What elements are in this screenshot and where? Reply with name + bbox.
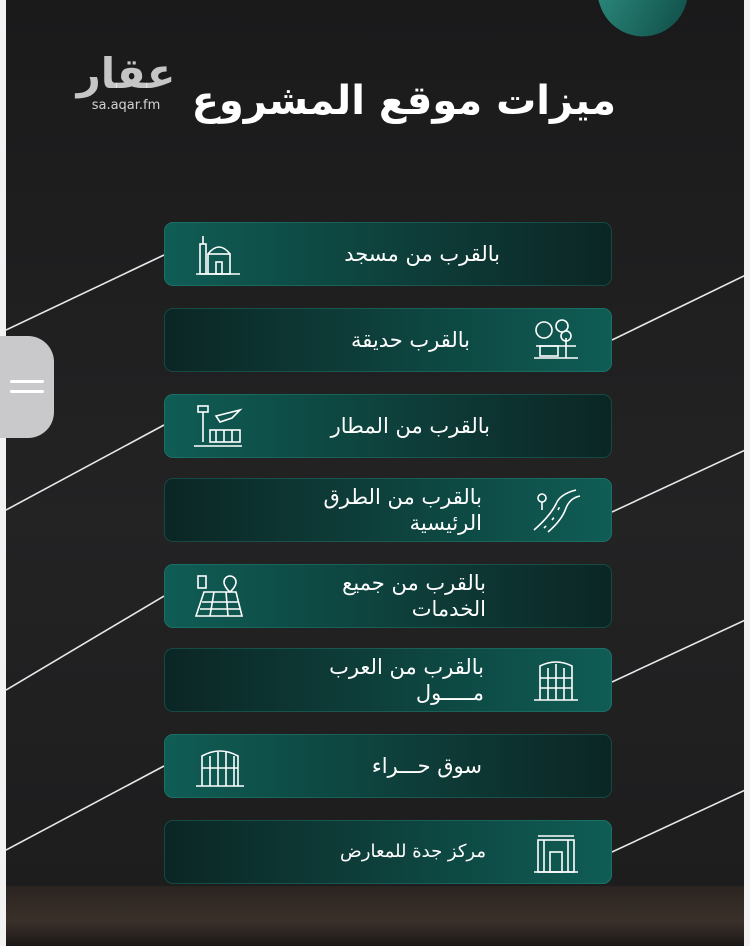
feature-card-market — [164, 734, 612, 798]
connector-line-8 — [612, 785, 750, 852]
feature-card-airport — [164, 394, 612, 458]
connector-line-7 — [6, 766, 164, 850]
feature-label — [342, 564, 486, 628]
market-building-icon — [194, 742, 246, 790]
feature-label-line1: بالقرب من مسجد — [344, 242, 500, 266]
feature-label-line1: بالقرب من العرب — [329, 655, 484, 679]
feature-card-services — [164, 564, 612, 628]
feature-label-line1: مركز جدة للمعارض — [340, 841, 486, 862]
feature-label-line1: بالقرب من جميع — [342, 571, 486, 595]
feature-card-exhibition — [164, 820, 612, 884]
watermark-brand: عقار — [76, 49, 176, 98]
mosque-icon — [192, 230, 244, 278]
menu-bar-top — [10, 380, 44, 383]
feature-label-line1: بالقرب حديقة — [350, 328, 470, 352]
watermark-site: sa.aqar.fm — [91, 98, 161, 113]
feature-label-line1: سوق حـــراء — [371, 754, 482, 778]
feature-label — [340, 820, 486, 884]
bottom-photo-strip — [6, 886, 750, 946]
connector-line-1 — [6, 255, 164, 330]
feature-label-line1: بالقرب من المطار — [330, 414, 490, 438]
map-pin-icon — [192, 572, 244, 620]
mall-building-icon — [530, 656, 582, 704]
feature-label — [331, 394, 490, 458]
park-icon — [530, 316, 582, 364]
feature-label-line2: مـــــول — [415, 681, 484, 705]
feature-label — [329, 648, 484, 712]
feature-label-line2: الخدمات — [411, 597, 486, 621]
feature-label-line2: الرئيسية — [409, 511, 482, 535]
feature-card-mall — [164, 648, 612, 712]
road-icon — [530, 486, 582, 534]
connector-line-2 — [612, 270, 750, 340]
page-title: ميزات موقع المشروع — [191, 78, 616, 124]
airport-icon — [192, 402, 244, 450]
feature-card-park — [164, 308, 612, 372]
feature-label — [351, 308, 470, 372]
connector-lines — [6, 0, 750, 946]
connector-line-5 — [6, 596, 164, 690]
connector-line-4 — [612, 445, 750, 512]
feature-label — [344, 222, 500, 286]
feature-card-roads — [164, 478, 612, 542]
menu-bar-bottom — [10, 390, 44, 393]
exhibition-center-icon — [530, 828, 582, 876]
feature-label — [372, 734, 482, 798]
feature-card-mosque — [164, 222, 612, 286]
connector-line-6 — [612, 615, 750, 682]
feature-label — [323, 478, 482, 542]
feature-label-line1: بالقرب من الطرق — [323, 485, 482, 509]
side-menu-handle[interactable] — [0, 336, 54, 438]
